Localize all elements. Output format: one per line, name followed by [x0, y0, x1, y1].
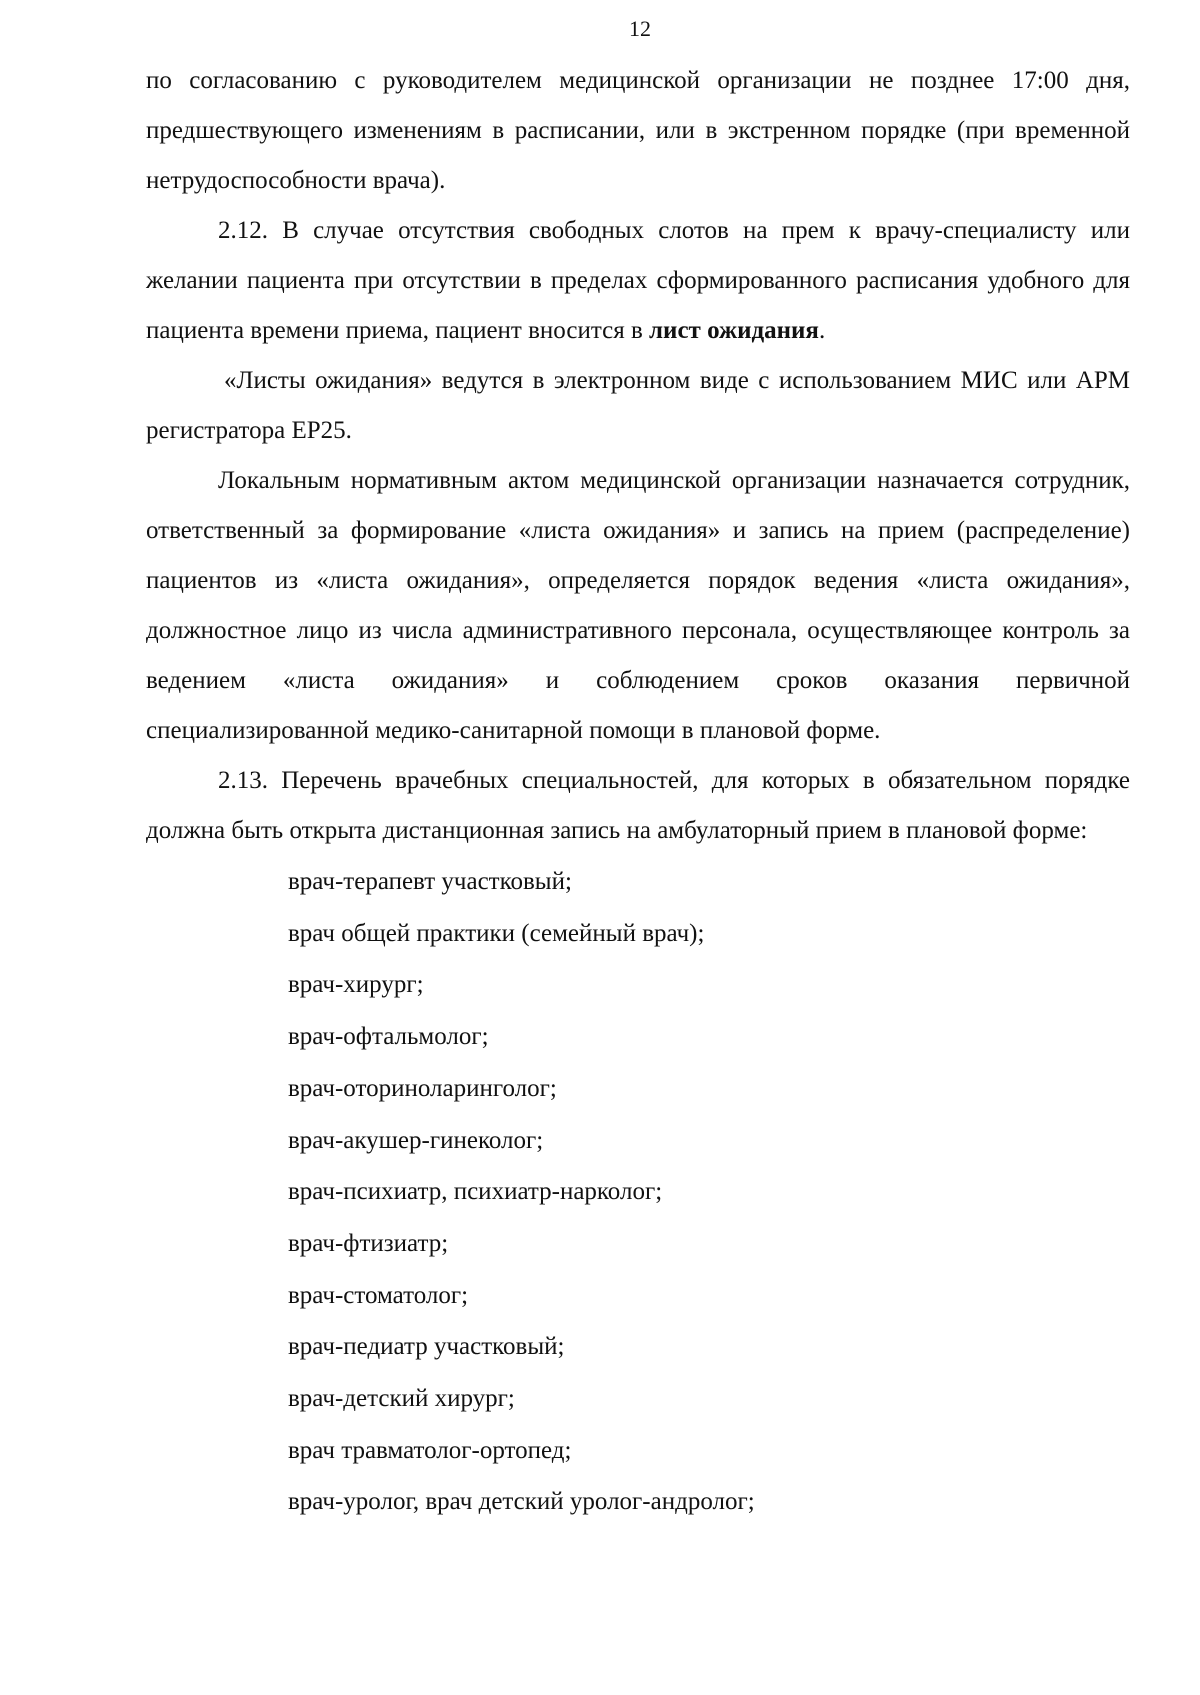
specialty-item: врач-детский хирург;	[288, 1385, 515, 1413]
paragraph-2-13: 2.13. Перечень врачебных специальностей, для которых в обязательном порядке должна быть открыта дистанционная запись на амбулаторный прием в плановой форме:	[146, 767, 1130, 844]
page-number: 12	[629, 16, 651, 41]
specialty-item: врач общей практики (семейный врач);	[288, 919, 705, 947]
paragraph-2-12-end: .	[818, 317, 826, 344]
waiting-list-term: лист ожидания	[649, 317, 819, 344]
specialties-list	[146, 856, 1130, 1528]
document-body	[146, 56, 1130, 1528]
paragraph-continuation: по согласованию с руководителем медицинской организации не позднее 17:00 дня, предшествующего изменениям в расписании, или в экстренном порядке (при временной нетрудоспособности врача).	[146, 67, 1130, 194]
specialty-item: врач-хирург;	[288, 971, 424, 999]
specialty-item: врач-фтизиатр;	[288, 1229, 449, 1257]
paragraph-2-12-text: 2.12. В случае отсутствия свободных слотов на прем к врачу-специалисту или желании пациента при отсутствии в пределах сформированного расписания удобного для пациента времени приема, пациент вносится в	[146, 217, 1130, 344]
specialty-item: врач-педиатр участковый;	[288, 1333, 565, 1361]
paragraph-2-12	[146, 206, 1130, 356]
specialty-item: врач-терапевт участковый;	[288, 868, 572, 895]
specialty-item: врач-психиатр, психиатр-нарколог;	[288, 1178, 663, 1206]
paragraph-local-act: Локальным нормативным актом медицинской организации назначается сотрудник, ответственный за формирование «листа ожидания» и запись на прием (распределение) пациентов из «листа ожидания», определяется порядок ведения «листа ожидания», должностное лицо из числа административного персонала, осуществляющее контроль за ведением «листа ожидания» и соблюдением сроков оказания первичной специализированной медико-санитарной помощи в плановой форме.	[146, 467, 1130, 744]
specialty-item: врач-уролог, врач детский уролог-андролог;	[288, 1488, 755, 1516]
paragraph-waiting-lists: «Листы ожидания» ведутся в электронном виде с использованием МИС или АРМ регистратора ЕР25.	[146, 367, 1130, 444]
specialty-item: врач травматолог-ортопед;	[288, 1436, 572, 1464]
specialty-item: врач-акушер-гинеколог;	[288, 1126, 544, 1154]
specialty-item: врач-офтальмолог;	[288, 1023, 489, 1051]
specialty-item: врач-стоматолог;	[288, 1281, 469, 1309]
specialty-item: врач-оториноларинголог;	[288, 1074, 557, 1102]
